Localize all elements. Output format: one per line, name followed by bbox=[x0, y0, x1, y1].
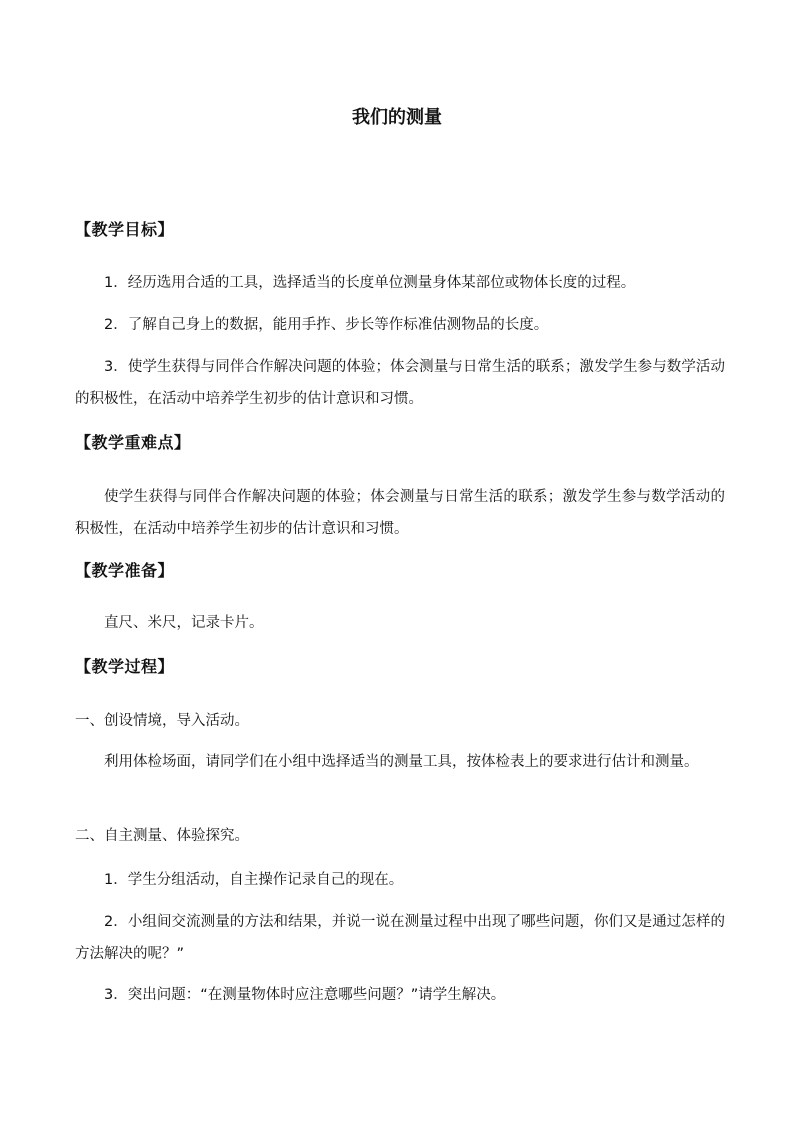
goal-item-1: 1．经历选用合适的工具，选择适当的长度单位测量身体某部位或物体长度的过程。 bbox=[104, 275, 636, 291]
heading-preparation: 【教学准备】 bbox=[75, 561, 175, 580]
process-part2-item-1: 1．学生分组活动，自主操作记录自己的现在。 bbox=[104, 872, 404, 888]
key-points-text: 使学生获得与同伴合作解决问题的体验；体会测量与日常生活的联系；激发学生参与数学活动的积极性，在活动中培养学生初步的估计意识和习惯。 bbox=[75, 489, 725, 537]
goal-item-3: 3．使学生获得与同伴合作解决问题的体验；体会测量与日常生活的联系；激发学生参与数学活动的积极性，在活动中培养学生初步的估计意识和习惯。 bbox=[75, 359, 725, 407]
preparation-text: 直尺、米尺，记录卡片。 bbox=[104, 615, 264, 631]
page-title: 我们的测量 bbox=[352, 107, 442, 128]
process-part1-title: 一、创设情境，导入活动。 bbox=[75, 713, 249, 729]
process-part2-item-2: 2．小组间交流测量的方法和结果，并说一说在测量过程中出现了哪些问题，你们又是通过怎样的方法解决的呢？” bbox=[75, 914, 725, 962]
process-part2-item-3: 3．突出问题：“在测量物体时应注意哪些问题？”请学生解决。 bbox=[104, 987, 506, 1003]
process-part2-title: 二、自主测量、体验探究。 bbox=[75, 828, 249, 844]
heading-key-points: 【教学重难点】 bbox=[75, 433, 191, 452]
process-part1-text: 利用体检场面，请同学们在小组中选择适当的测量工具，按体检表上的要求进行估计和测量。 bbox=[104, 754, 699, 770]
heading-teaching-process: 【教学过程】 bbox=[75, 657, 175, 676]
goal-item-2: 2．了解自己身上的数据，能用手拃、步长等作标准估测物品的长度。 bbox=[104, 317, 549, 333]
heading-teaching-goals: 【教学目标】 bbox=[75, 220, 175, 239]
